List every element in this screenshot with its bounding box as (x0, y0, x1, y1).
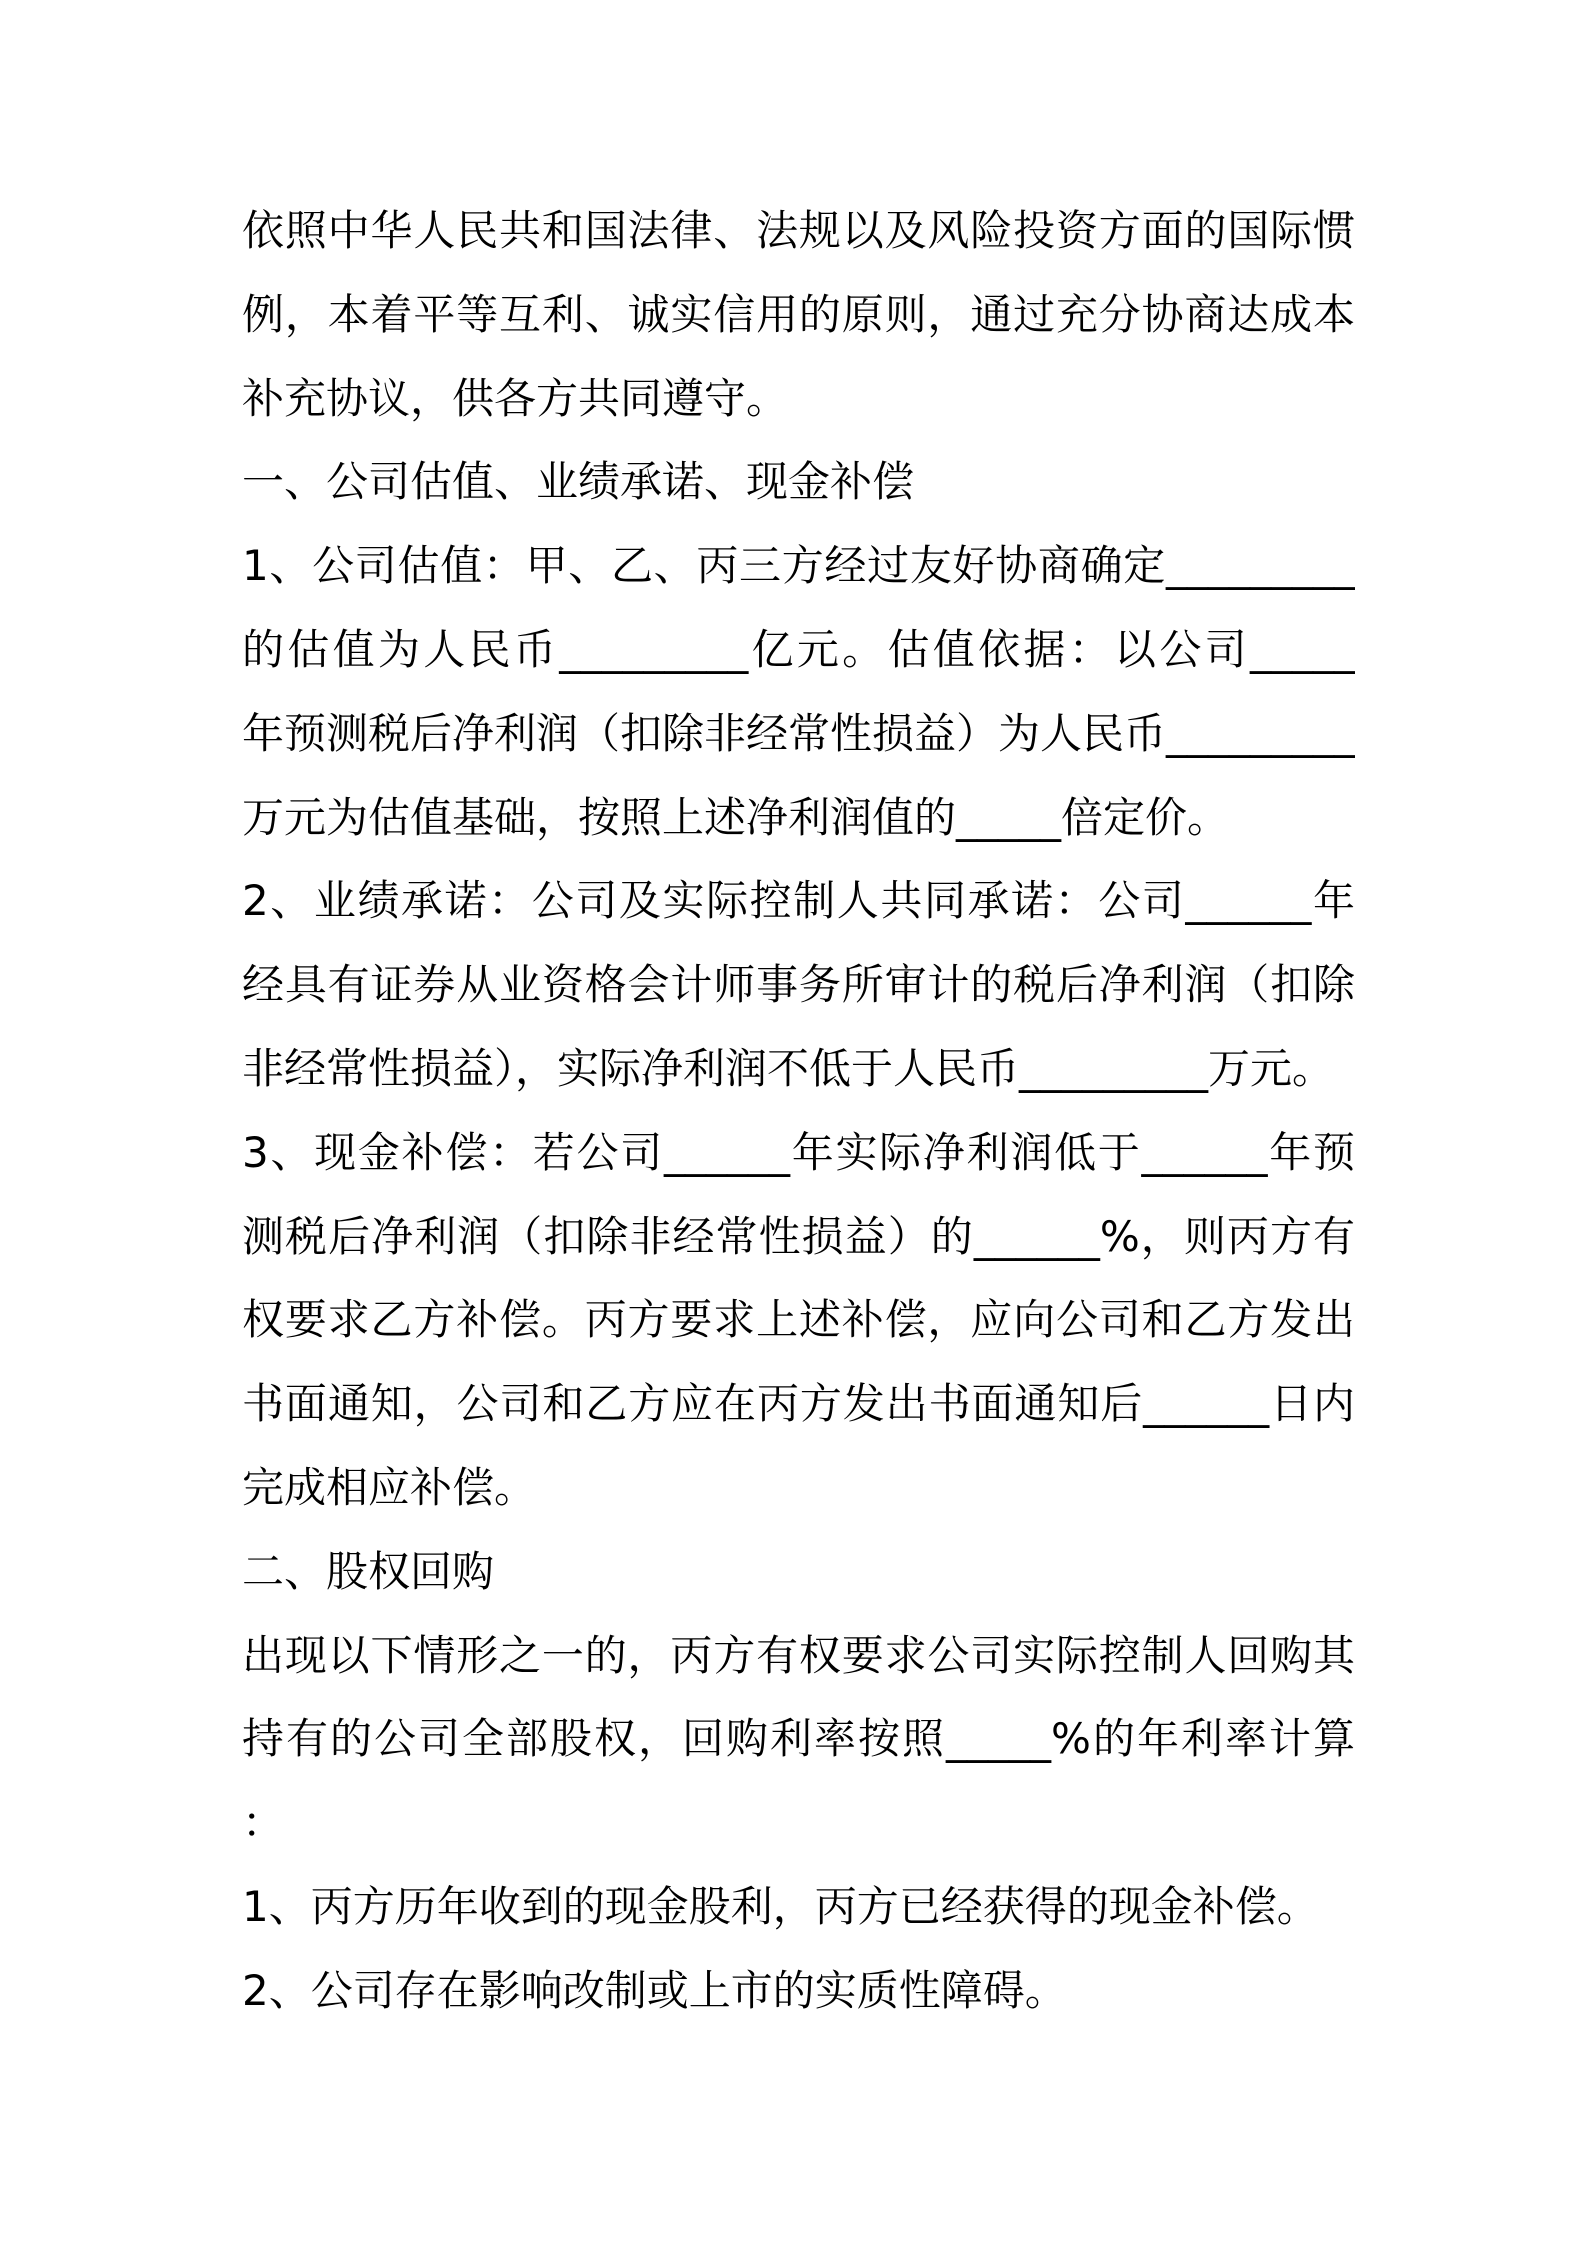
text-line: 权要求乙方补偿。丙方要求上述补偿，应向公司和乙方发出 (242, 1295, 1355, 1345)
text-line: ： (242, 1798, 285, 1848)
text-line: 出现以下情形之一的，丙方有权要求公司实际控制人回购其 (242, 1630, 1355, 1680)
text-line: 2、业绩承诺：公司及实际控制人共同承诺：公司______年 (242, 876, 1355, 926)
text-line: 万元为估值基础，按照上述净利润值的_____倍定价。 (242, 792, 1230, 842)
list-item: 2、公司存在影响改制或上市的实质性障碍。 (242, 1965, 1067, 2015)
document-page (242, 189, 1355, 2033)
clause-performance-commitment (242, 859, 1355, 1110)
clause-cash-compensation (242, 1111, 1355, 1530)
buyback-conditions-paragraph (242, 1614, 1355, 1865)
buyback-condition-item-2 (242, 1949, 1355, 2033)
text-line: 经具有证券从业资格会计师事务所审计的税后净利润（扣除 (242, 960, 1355, 1010)
section-heading: 一、公司估值、业绩承诺、现金补偿 (242, 457, 915, 507)
section-heading-valuation (242, 440, 1355, 524)
text-line: 完成相应补偿。 (242, 1462, 537, 1512)
section-heading-equity-buyback (242, 1530, 1355, 1614)
text-line: 测税后净利润（扣除非经常性损益）的______%，则丙方有 (242, 1211, 1355, 1261)
list-item: 1、丙方历年收到的现金股利，丙方已经获得的现金补偿。 (242, 1881, 1319, 1931)
text-line: 依照中华人民共和国法律、法规以及风险投资方面的国际惯 (242, 206, 1355, 255)
text-line: 例，本着平等互利、诚实信用的原则，通过充分协商达成本 (242, 289, 1355, 339)
text-line: 补充协议，供各方共同遵守。 (242, 373, 789, 423)
clause-valuation (242, 524, 1355, 859)
text-line: 1、公司估值：甲、乙、丙三方经过友好协商确定_________ (242, 541, 1355, 591)
text-line: 持有的公司全部股权，回购利率按照_____%的年利率计算 (242, 1714, 1355, 1764)
preamble-paragraph (242, 189, 1355, 440)
text-line: 3、现金补偿：若公司______年实际净利润低于______年预 (242, 1127, 1355, 1177)
text-line: 书面通知，公司和乙方应在丙方发出书面通知后______日内 (242, 1379, 1355, 1429)
section-heading: 二、股权回购 (242, 1546, 495, 1596)
buyback-condition-item-1 (242, 1865, 1355, 1949)
text-line: 的估值为人民币_________亿元。估值依据：以公司_____ (242, 624, 1355, 674)
text-line: 非经常性损益），实际净利润不低于人民币_________万元。 (242, 1043, 1335, 1093)
text-line: 年预测税后净利润（扣除非经常性损益）为人民币_________ (242, 708, 1355, 758)
